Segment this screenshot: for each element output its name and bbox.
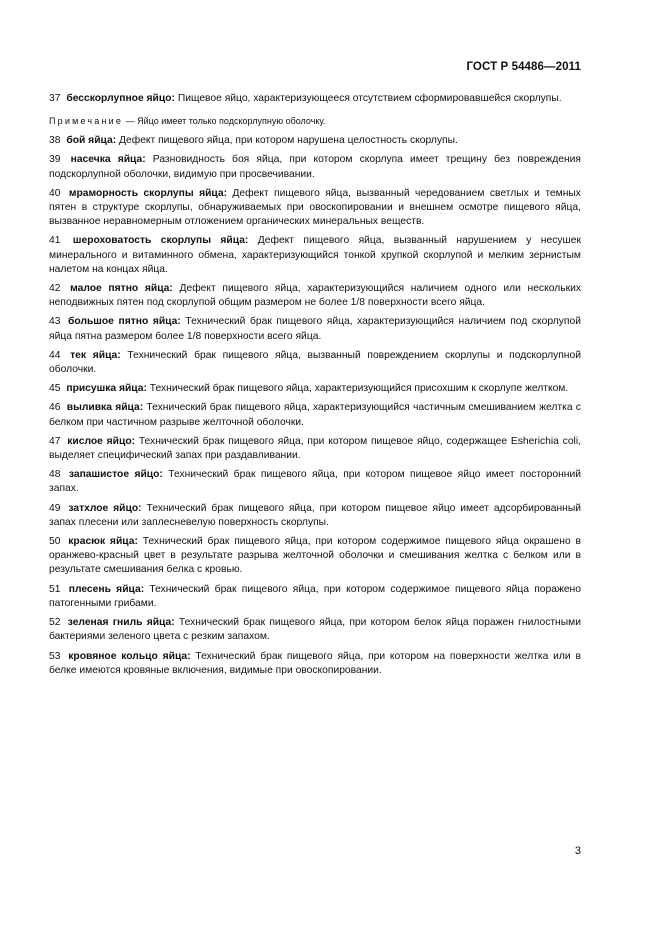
term-number: 50 [49, 536, 61, 548]
term-definition: Разновидность боя яйца, при котором скорлупа имеет трещину без повреждения подскорлупной оболочки, видимую при просвечивании. [49, 154, 581, 180]
term-entry [49, 349, 581, 377]
term-list [49, 134, 581, 678]
term-number: 38 [49, 135, 61, 147]
term-name: кислое яйцо: [67, 435, 136, 447]
term-definition: Технический брак пищевого яйца, при котором на поверхности желтка или в белке имеются кровяные включения, видимые при овоскопировании. [49, 650, 581, 676]
term-number: 49 [49, 502, 61, 514]
term-definition: Технический брак пищевого яйца, при котором пищевое яйцо, содержащее Esherichia coli, выделяет специфический запах при раздавливании. [49, 435, 581, 462]
term-number: 48 [49, 469, 61, 481]
term-entry [49, 382, 581, 396]
term-definition: Технический брак пищевого яйца, вызванный повреждением скорлупы и подскорлупной оболочки. [49, 349, 581, 376]
term-name: красюк яйца: [68, 536, 138, 548]
note-label: Примечание [49, 116, 124, 127]
term-definition: Технический брак пищевого яйца, при котором пищевое яйцо имеет посторонний запах. [49, 469, 581, 495]
term-entry [49, 616, 581, 644]
term-list-before-note [49, 92, 581, 106]
term-number: 45 [49, 383, 61, 395]
term-number: 40 [49, 187, 61, 199]
term-entry [49, 187, 581, 230]
term-name: выливка яйца: [66, 402, 144, 414]
term-entry [49, 282, 581, 310]
term-definition: Технический брак пищевого яйца, характеризующийся частичным смешиванием желтка с белком при частичном разрыве желточной оболочки. [49, 402, 581, 428]
term-number: 37 [49, 93, 61, 104]
term-definition: Технический брак пищевого яйца, при котором белок яйца поражен гнилостными бактериями зеленого цвета с резким запахом. [49, 617, 581, 643]
term-name: присушка яйца: [66, 383, 147, 395]
term-entry [49, 153, 581, 181]
term-entry [49, 468, 581, 496]
term-definition: Технический брак пищевого яйца, при котором содержимое пищевого яйца поражено патогенными грибами. [49, 583, 581, 609]
term-definition: Дефект пищевого яйца, вызванный чередованием светлых и темных пятен в структуре скорлупы, обнаруживаемых при овоскопировании и внешнем осмотре пищевого яйца, вызванное неравномерным отложением органических минеральных веществ. [49, 187, 581, 228]
term-definition: Технический брак пищевого яйца, характеризующийся присохшим к скорлупе желтком. [149, 383, 569, 395]
term-name: бесскорлупное яйцо: [66, 93, 175, 104]
page-number: 3 [574, 845, 581, 857]
term-number: 53 [49, 650, 61, 662]
document-body [49, 92, 581, 683]
term-number: 39 [49, 154, 61, 166]
term-name: бой яйца: [66, 135, 117, 147]
term-entry [49, 92, 581, 106]
term-number: 46 [49, 402, 61, 414]
term-number: 47 [49, 435, 61, 447]
term-number: 51 [49, 583, 61, 595]
term-name: тек яйца: [70, 349, 121, 361]
term-name: запашистое яйцо: [68, 469, 163, 481]
term-name: затхлое яйцо: [68, 502, 142, 514]
term-entry [49, 435, 581, 463]
term-name: малое пятно яйца: [70, 283, 173, 295]
term-name: мраморность скорлупы яйца: [68, 187, 228, 199]
term-definition: Пищевое яйцо, характеризующееся отсутствием сформировавшейся скорлупы. [177, 93, 562, 104]
term-name: зеленая гниль яйца: [67, 617, 175, 629]
term-entry [49, 650, 581, 678]
term-definition: Дефект пищевого яйца, при котором нарушена целостность скорлупы. [119, 135, 458, 147]
term-entry [49, 234, 581, 277]
term-definition: Дефект пищевого яйца, вызванный нарушением у несушек минерального и витаминного обмена, характеризующийся тонкой хрупкой скорлупой и мелким зернистым налетом на концах яйца. [49, 235, 581, 275]
term-definition: Технический брак пищевого яйца, при котором содержимое пищевого яйца окрашено в оранжево-красный цвет в результате разрыва желточной оболочки и смешивания желтка с белком или в результате смешивания белка с кровью. [49, 536, 581, 576]
note-block [49, 115, 581, 127]
note-text: — Яйцо имеет только подскорлупную оболочку. [125, 116, 326, 127]
term-entry [49, 401, 581, 429]
document-header-standard-id: ГОСТ Р 54486—2011 [466, 61, 581, 73]
term-entry [49, 502, 581, 530]
term-name: большое пятно яйца: [68, 316, 181, 328]
term-entry [49, 315, 581, 343]
term-name: плесень яйца: [68, 583, 145, 595]
term-entry [49, 583, 581, 611]
term-definition: Технический брак пищевого яйца, характеризующийся наличием под скорлупой яйца пятна размером более 1/8 поверхности всего яйца. [49, 316, 581, 342]
term-number: 41 [49, 235, 61, 247]
term-entry [49, 535, 581, 578]
term-definition: Технический брак пищевого яйца, при котором пищевое яйцо имеет адсорбированный запах плесени или заплесневелую поверхность скорлупы. [49, 502, 581, 528]
term-name: шероховатость скорлупы яйца: [72, 235, 249, 247]
term-name: насечка яйца: [70, 154, 146, 166]
term-number: 44 [49, 349, 61, 361]
term-definition: Дефект пищевого яйца, характеризующийся наличием одного или нескольких неподвижных пятен под скорлупой общим размером не более 1/8 поверхности всего яйца. [49, 283, 581, 309]
term-name: кровяное кольцо яйца: [68, 650, 191, 662]
term-entry [49, 134, 581, 148]
term-number: 42 [49, 283, 61, 295]
term-number: 43 [49, 316, 61, 328]
term-number: 52 [49, 617, 61, 629]
